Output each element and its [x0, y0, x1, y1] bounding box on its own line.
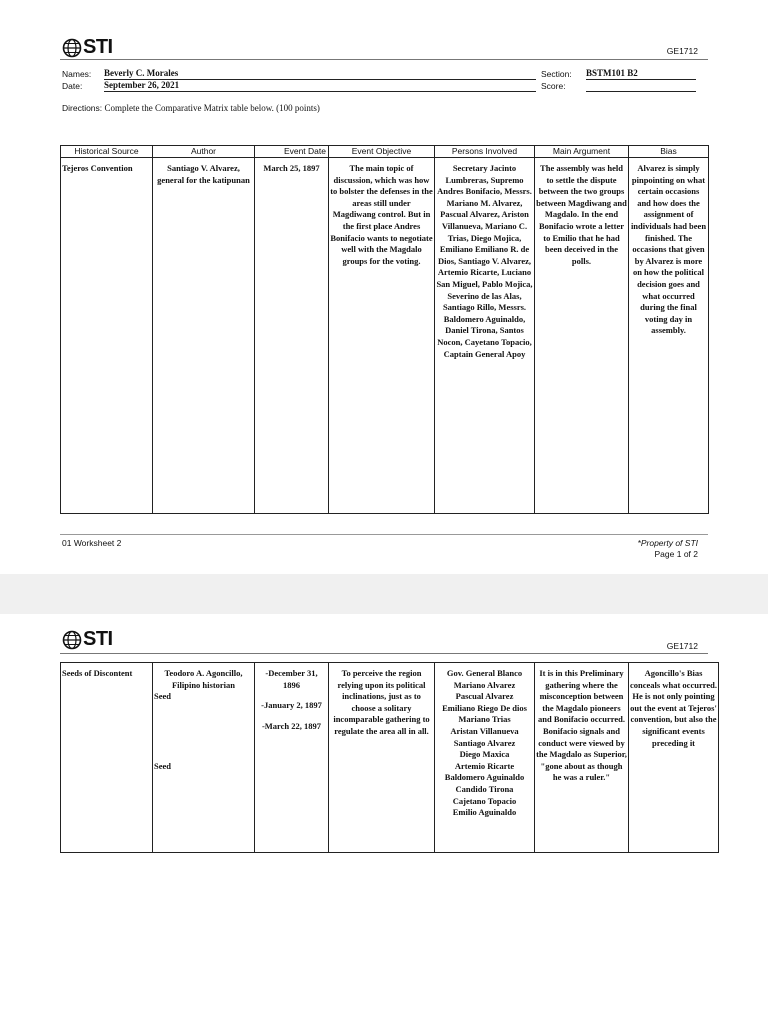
person-item: Cajetano Topacio: [452, 795, 517, 806]
footer-info: [638, 538, 698, 560]
author-seed-1: Seed: [154, 691, 171, 702]
person-item: Santiago Alvarez: [453, 737, 516, 748]
sti-logo: [62, 36, 113, 59]
header-persons-involved: Persons Involved: [435, 146, 535, 158]
person-item: Baldomero Aguinaldo: [444, 772, 525, 783]
date-field[interactable]: September 26, 2021: [104, 80, 536, 92]
cell-bias[interactable]: Agoncillo's Bias conceals what occurred. He is not only pointing out the event at Tejeros' convention, but also the significant events preceding it: [629, 663, 719, 853]
names-label: Names:: [62, 69, 92, 79]
event-date-2: -January 2, 1897: [261, 700, 322, 711]
property-note: *Property of STI: [637, 538, 698, 548]
cell-main-argument[interactable]: The assembly was held to settle the dispute between the two groups between Magdiwang and Magdalo. In the end Bonifacio wrote a letter to Emilio that he had been deceived in the polls.: [535, 158, 629, 514]
logo-text: STI: [83, 628, 113, 650]
header-divider: [60, 653, 708, 654]
person-item: Mariano Alvarez: [453, 679, 516, 690]
section-field[interactable]: BSTM101 B2: [586, 68, 696, 80]
sti-logo: [62, 628, 113, 651]
table-header-row: [61, 146, 709, 158]
directions-text: Complete the Comparative Matrix table below. (100 points): [104, 103, 320, 113]
comparative-matrix-table-continued: [60, 662, 719, 853]
course-code: GE1712: [666, 46, 698, 56]
person-item: Diego Maxica: [459, 749, 510, 760]
cell-source[interactable]: Seeds of Discontent: [61, 663, 153, 853]
section-label: Section:: [541, 69, 572, 79]
table-row: [61, 663, 719, 853]
names-field[interactable]: Beverly C. Morales: [104, 68, 536, 80]
section-row: [541, 69, 572, 79]
header-divider: [60, 59, 708, 60]
event-date-1: -December 31, 1896: [265, 668, 318, 690]
person-item: Candido Tirona: [455, 783, 514, 794]
person-item: Aristan Villanueva: [450, 725, 519, 736]
score-row: [541, 81, 566, 91]
table-row: [61, 158, 709, 514]
header-historical-source: Historical Source: [61, 146, 153, 158]
event-date-3: -March 22, 1897: [261, 720, 322, 731]
person-item: Emilio Aguinaldo: [452, 807, 517, 818]
cell-bias[interactable]: Alvarez is simply pinpointing on what certain occasions and how does the assignment of individuals had been finished. The occasions that given by Alvarez is more on how the political decision goes and what occurred during the final voting day in assembly.: [629, 158, 709, 514]
person-item: Pascual Alvarez: [455, 691, 514, 702]
directions: [62, 103, 320, 113]
globe-icon: [62, 630, 82, 650]
worksheet-label: 01 Worksheet 2: [62, 538, 122, 548]
comparative-matrix-table: [60, 145, 709, 514]
score-label: Score:: [541, 81, 566, 91]
person-item: Emiliano Riego De dios: [442, 702, 527, 713]
cell-author[interactable]: Santiago V. Alvarez, general for the katipunan: [153, 158, 255, 514]
names-row: [62, 69, 92, 79]
cell-main-argument[interactable]: It is in this Preliminary gathering where the misconception between the Magdalo pioneers and Bonifacio occurred. Bonifacio signals and conduct were viewed by the Magdalo as Superior, "gone about as though he was a ruler.": [535, 663, 629, 853]
worksheet-page-2: [0, 614, 768, 1024]
person-item: Gov. General Blanco: [446, 668, 523, 678]
page-number: Page 1 of 2: [654, 549, 698, 559]
cell-source[interactable]: Tejeros Convention: [61, 158, 153, 514]
cell-event-objective[interactable]: The main topic of discussion, which was how to bolster the defenses in the areas still under Magdiwang control. But in the first place Andres Bonifacio wants to negotiate well with the Magdalo groups for the voting.: [329, 158, 435, 514]
header-bias: Bias: [629, 146, 709, 158]
cell-event-date[interactable]: [255, 663, 329, 853]
directions-label: Directions:: [62, 103, 103, 113]
footer-divider: [60, 534, 708, 535]
score-field[interactable]: [586, 80, 696, 92]
author-seed-2: Seed: [154, 760, 171, 771]
header-event-date: Event Date: [255, 146, 329, 158]
cell-event-date[interactable]: March 25, 1897: [255, 158, 329, 514]
logo-text: STI: [83, 36, 113, 58]
header-event-objective: Event Objective: [329, 146, 435, 158]
cell-author[interactable]: [153, 663, 255, 853]
header-main-argument: Main Argument: [535, 146, 629, 158]
date-label: Date:: [62, 81, 83, 91]
person-item: Artemio Ricarte: [454, 760, 515, 771]
cell-event-objective[interactable]: To perceive the region relying upon its political inclinations, just as to choose a solitary incomparable gathering to regulate the area all in all.: [329, 663, 435, 853]
course-code: GE1712: [666, 641, 698, 651]
header-author: Author: [153, 146, 255, 158]
cell-persons-involved[interactable]: [435, 663, 535, 853]
date-row: [62, 81, 92, 91]
author-name: Teodoro A. Agoncillo, Filipino historian: [164, 668, 243, 690]
person-item: Mariano Trias: [458, 714, 511, 725]
globe-icon: [62, 38, 82, 58]
cell-persons-involved[interactable]: Secretary Jacinto Lumbreras, Supremo Andres Bonifacio, Messrs. Mariano M. Alvarez, Pascual Alvarez, Ariston Villanueva, Mariano C. Trias, Diego Mojica, Emiliano Emiliano R. de Dios, Santiago V. Alvarez, Artemio Ricarte, Luciano San Miguel, Pablo Mojica, Severino de las Alas, Santiago Rillo, Messrs. Baldomero Aguinaldo, Daniel Tirona, Santos Nocon, Cayetano Topacio, Captain General Apoy: [435, 158, 535, 514]
